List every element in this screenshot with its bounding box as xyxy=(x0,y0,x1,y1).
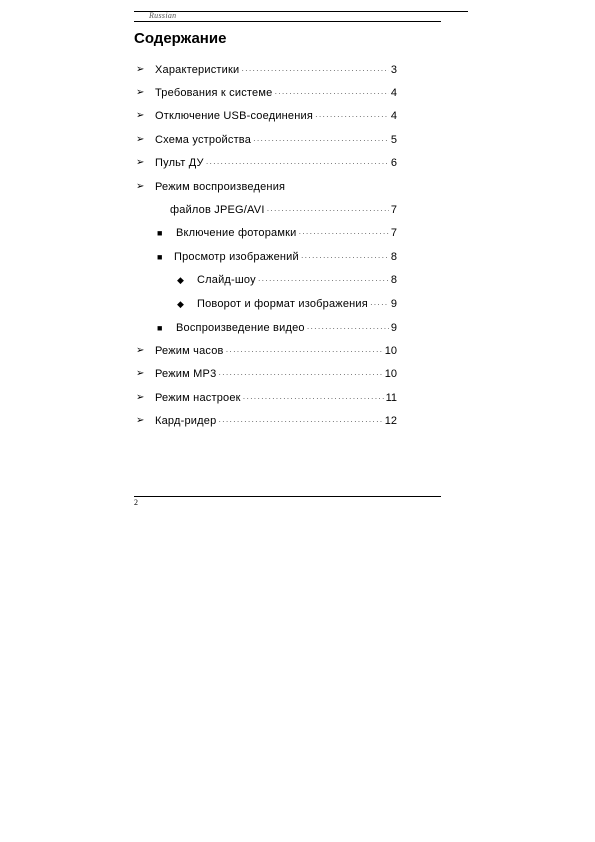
square-bullet-icon: ■ xyxy=(157,252,163,262)
toc-entry-frame-power-on[interactable] xyxy=(176,226,397,240)
toc-entry-label: Поворот и формат изображения xyxy=(197,298,368,310)
dot-leader xyxy=(241,64,389,78)
toc-entry-page: 11 xyxy=(385,392,397,404)
arrow-bullet-icon: ➢ xyxy=(136,64,145,75)
dot-leader xyxy=(315,110,389,124)
dot-leader xyxy=(218,415,382,429)
header-language: Russian xyxy=(149,11,177,20)
toc-entry-label: Воспроизведение видео xyxy=(176,322,305,334)
toc-entry-device-diagram[interactable] xyxy=(155,133,397,147)
dot-leader xyxy=(218,368,382,382)
dot-leader xyxy=(243,392,384,406)
toc-entry-page: 4 xyxy=(390,87,397,99)
toc-entry-mp3-mode[interactable] xyxy=(155,367,397,381)
toc-entry-label: Режим настроек xyxy=(155,392,241,404)
arrow-bullet-icon: ➢ xyxy=(136,181,145,192)
arrow-bullet-icon: ➢ xyxy=(136,392,145,403)
square-bullet-icon: ■ xyxy=(157,323,163,333)
dot-leader xyxy=(226,345,383,359)
toc-entry-page: 12 xyxy=(384,415,397,427)
toc-entry-label: Требования к системе xyxy=(155,87,273,99)
toc-entry-characteristics[interactable] xyxy=(155,63,397,77)
toc-entry-playback-mode[interactable] xyxy=(155,180,285,194)
toc-entry-page: 9 xyxy=(390,298,397,310)
dot-leader xyxy=(301,251,389,265)
toc-entry-jpeg-avi-files[interactable] xyxy=(170,203,397,217)
toc-entry-usb-disconnect[interactable] xyxy=(155,109,397,123)
toc-entry-remote-control[interactable] xyxy=(155,156,397,170)
toc-entry-label: Режим воспроизведения xyxy=(155,181,286,193)
toc-entry-system-requirements[interactable] xyxy=(155,86,397,100)
dot-leader xyxy=(370,298,389,312)
dot-leader xyxy=(298,227,388,241)
toc-entry-label: Режим MP3 xyxy=(155,368,217,380)
toc-entry-label: Кард-ридер xyxy=(155,415,217,427)
footer-page-number: 2 xyxy=(134,498,138,507)
toc-entry-page: 7 xyxy=(390,227,397,239)
diamond-bullet-icon: ◆ xyxy=(177,299,184,309)
toc-entry-clock-mode[interactable] xyxy=(155,344,397,358)
arrow-bullet-icon: ➢ xyxy=(136,345,145,356)
square-bullet-icon: ■ xyxy=(157,228,163,238)
dot-leader xyxy=(307,322,389,336)
toc-entry-page: 3 xyxy=(390,64,397,76)
arrow-bullet-icon: ➢ xyxy=(136,157,145,168)
toc-entry-page: 10 xyxy=(384,368,397,380)
toc-entry-page: 10 xyxy=(384,345,397,357)
toc-entry-rotate-format[interactable] xyxy=(197,297,397,311)
toc-entry-page: 9 xyxy=(390,322,397,334)
toc-title: Содержание xyxy=(134,30,227,47)
toc-entry-page: 4 xyxy=(390,110,397,122)
toc-entry-image-viewing[interactable] xyxy=(174,250,397,264)
top-rule xyxy=(134,11,468,12)
toc-entry-label: Включение фоторамки xyxy=(176,227,297,239)
toc-entry-card-reader[interactable] xyxy=(155,414,397,428)
header-rule xyxy=(134,21,441,22)
toc-entry-label: Слайд-шоу xyxy=(197,274,256,286)
toc-entry-video-playback[interactable] xyxy=(176,321,397,335)
toc-entry-label: Пульт ДУ xyxy=(155,157,204,169)
arrow-bullet-icon: ➢ xyxy=(136,134,145,145)
toc-entry-label: Просмотр изображений xyxy=(174,251,299,263)
dot-leader xyxy=(258,274,389,288)
toc-entry-label: Режим часов xyxy=(155,345,224,357)
toc-entry-page: 8 xyxy=(390,274,397,286)
toc-entry-page: 5 xyxy=(390,134,397,146)
toc-entry-settings-mode[interactable] xyxy=(155,391,397,405)
diamond-bullet-icon: ◆ xyxy=(177,275,184,285)
dot-leader xyxy=(267,204,389,218)
arrow-bullet-icon: ➢ xyxy=(136,110,145,121)
dot-leader xyxy=(253,134,389,148)
toc-entry-label: Характеристики xyxy=(155,64,240,76)
arrow-bullet-icon: ➢ xyxy=(136,87,145,98)
toc-entry-page: 6 xyxy=(390,157,397,169)
toc-entry-label: файлов JPEG/AVI xyxy=(170,204,265,216)
footer-rule xyxy=(134,496,441,497)
toc-entry-label: Отключение USB-соединения xyxy=(155,110,314,122)
toc-entry-label: Схема устройства xyxy=(155,134,252,146)
toc-entry-page: 8 xyxy=(390,251,397,263)
dot-leader xyxy=(274,87,388,101)
toc-entry-slideshow[interactable] xyxy=(197,273,397,287)
toc-entry-page: 7 xyxy=(390,204,397,216)
arrow-bullet-icon: ➢ xyxy=(136,415,145,426)
dot-leader xyxy=(206,157,389,171)
arrow-bullet-icon: ➢ xyxy=(136,368,145,379)
